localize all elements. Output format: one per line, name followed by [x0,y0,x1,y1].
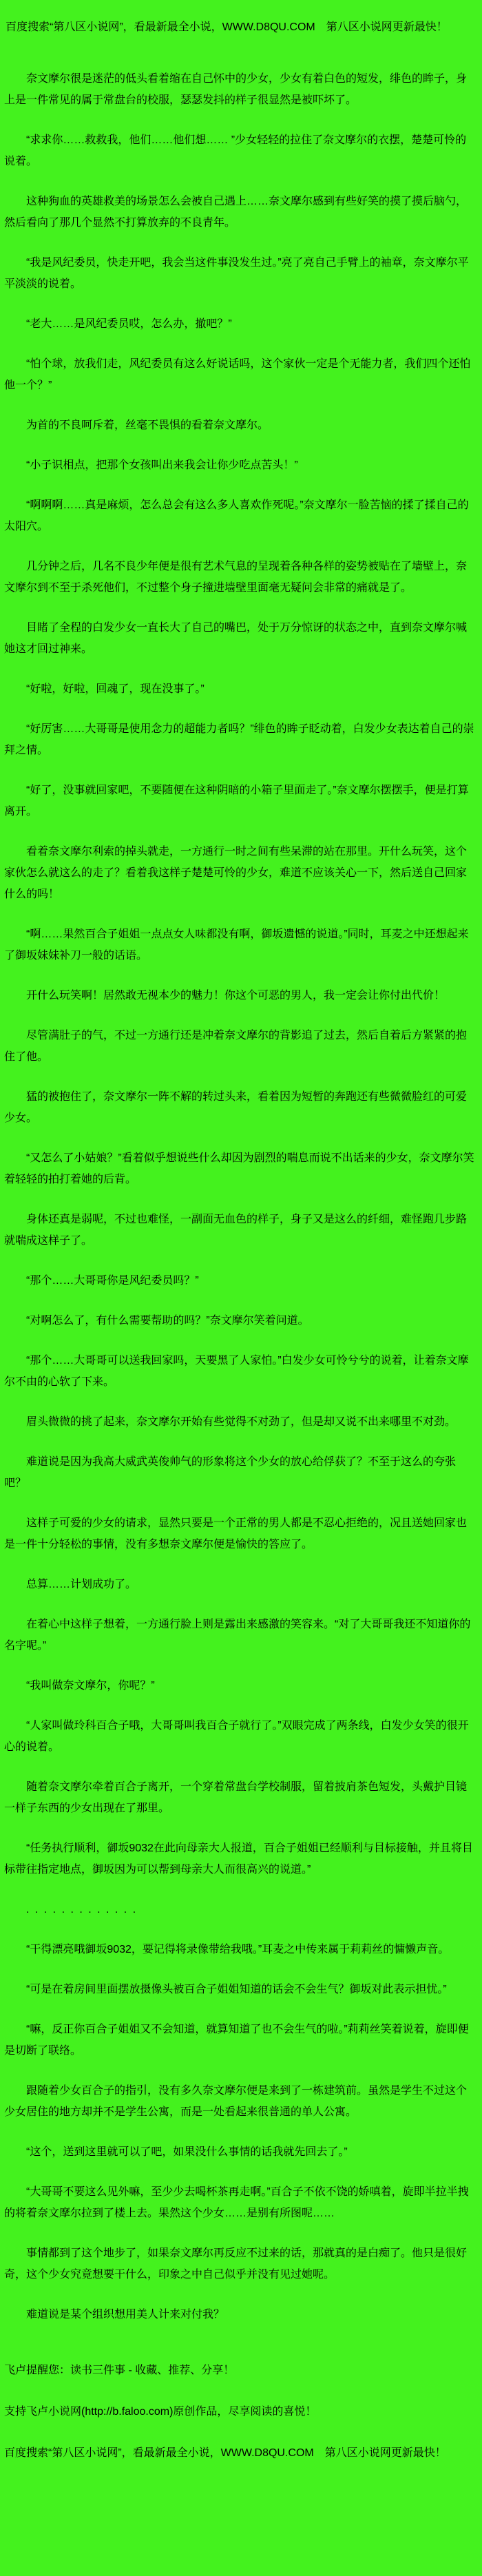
site-promo-footer: 百度搜索“第八区小说网”，看最新最全小说，WWW.D8QU.COM 第八区小说网更新最快！ [4,2447,446,2459]
novel-paragraph: “小子识相点，把那个女孩叫出来我会让你少吃点苦头！” [26,459,298,471]
novel-paragraph: “怕个球，放我们走，风纪委员有这么好说话吗，这个家伙一定是个无能力者，我们四个还怕他一个？” [4,358,471,391]
faloo-reminder-line: 飞卢提醒您：读书三件事 - 收藏、推荐、分享！ [4,2365,235,2376]
novel-paragraph: 为首的不良呵斥着，丝毫不畏惧的看着奈文摩尔。 [26,419,269,431]
novel-paragraph: “啊……果然百合子姐姐一点点女人味都没有啊，御坂遗憾的说道。”同时，耳麦之中还想起来了御坂妹妹补刀一般的话语。 [4,928,469,962]
novel-paragraph: 事情都到了这个地步了，如果奈文摩尔再反应不过来的话，那就真的是白痴了。他只是很好奇，这个少女究竟想要干什么，印象之中自己似乎并没有见过她呢。 [4,2247,468,2281]
novel-paragraph: “这个，送到这里就可以了吧，如果没什么事情的话我就先回去了。” [26,2146,348,2158]
novel-paragraph: “对啊怎么了，有什么需要帮助的吗？”奈文摩尔笑着问道。 [26,1315,309,1327]
novel-paragraph: 猛的被抱住了，奈文摩尔一阵不解的转过头来，看着因为短暂的奔跑还有些微微脸红的可爱少女。 [4,1091,468,1124]
novel-paragraph: 奈文摩尔很是迷茫的低头看着缩在自己怀中的少女，少女有着白色的短发，绯色的眸子，身上是一件常见的属于常盘台的校服，瑟瑟发抖的样子很显然是被吓坏了。 [4,73,468,106]
site-promo-header: 百度搜索“第八区小说网”，看最新最全小说，WWW.D8QU.COM 第八区小说网更新最快！ [6,21,448,33]
novel-paragraph: “干得漂亮哦御坂9032，要记得将录像带给我哦。”耳麦之中传来属于莉莉丝的慵懒声音。 [26,1944,450,1955]
novel-paragraph: 难道说是某个组织想用美人计来对付我？ [26,2309,225,2320]
novel-paragraph: “啊啊啊……真是麻烦，怎么总会有这么多人喜欢作死呢。”奈文摩尔一脸苦恼的揉了揉自己的太阳穴。 [4,499,469,532]
novel-paragraph: 身体还真是弱呢，不过也难怪，一副面无血色的样子，身子又是这么的纤细，难怪跑几步路就喘成这样子了。 [4,1214,468,1247]
novel-paragraph: 几分钟之后，几名不良少年便是很有艺术气息的呈现着各种各样的姿势被贴在了墙壁上，奈文摩尔到不至于杀死他们，不过整个身子撞进墙壁里面毫无疑问会非常的痛就是了。 [4,561,468,594]
novel-body [4,68,475,2325]
novel-paragraph: 目睹了全程的白发少女一直长大了自己的嘴巴，处于万分惊讶的状态之中，直到奈文摩尔喊她这才回过神来。 [4,622,468,655]
novel-paragraph: “我是风纪委员，快走开吧，我会当这件事没发生过。”亮了亮自己手臂上的袖章，奈文摩尔平平淡淡的说着。 [4,257,469,290]
novel-paragraph: “我叫做奈文摩尔，你呢？” [26,1680,155,1692]
novel-paragraph: 总算……计划成功了。 [26,1579,137,1590]
novel-paragraph: 这种狗血的英雄救美的场景怎么会被自己遇上……奈文摩尔感到有些好笑的摸了摸后脑勺，然后看向了那几个显然不打算放弃的不良青年。 [4,196,468,229]
novel-paragraph: 随着奈文摩尔牵着百合子离开，一个穿着常盘台学校制服，留着披肩茶色短发，头戴护目镜一样子东西的少女出现在了那里。 [4,1781,468,1814]
novel-paragraph: 在着心中这样子想着，一方通行脸上则是露出来感激的笑容来。“对了大哥哥我还不知道你的名字呢。” [4,1619,471,1652]
novel-paragraph: 难道说是因为我高大威武英俊帅气的形象将这个少女的放心给俘获了？不至于这么的夸张吧？ [4,1456,457,1489]
novel-paragraph: “好啦，好啦，回魂了，现在没事了。” [26,683,205,695]
novel-paragraph: 看着奈文摩尔利索的掉头就走，一方通行一时之间有些呆滞的站在那里。开什么玩笑，这个家伙怎么就这么的走了？看着我这样子楚楚可怜的少女，难道不应该关心一下，然后送自己回家什么的吗！ [4,846,468,900]
novel-paragraph: 跟随着少女百合子的指引，没有多久奈文摩尔便是来到了一栋建筑前。虽然是学生不过这个少女居住的地方却并不是学生公寓，而是一处看起来很普通的单人公寓。 [4,2085,468,2118]
novel-paragraph: “大哥哥不要这么见外嘛，至少少去喝杯茶再走啊。”百合子不依不饶的娇嗔着，旋即半拉半拽的将着奈文摩尔拉到了楼上去。果然这个少女……是别有所图呢…… [4,2186,469,2219]
novel-paragraph: 眉头微微的挑了起来，奈文摩尔开始有些觉得不对劲了，但是却又说不出来哪里不对劲。 [26,1416,457,1428]
novel-paragraph: “好厉害……大哥哥是使用念力的超能力者吗？”绯色的眸子眨动着，白发少女表达着自己的崇拜之情。 [4,723,474,756]
novel-paragraph: “人家叫做玲科百合子哦，大哥哥叫我百合子就行了。”双眼完成了两条线，白发少女笑的很开心的说着。 [4,1720,469,1753]
novel-paragraph: “又怎么了小姑娘？”看着似乎想说些什么却因为剧烈的喘息而说不出话来的少女，奈文摩尔笑着轻轻的拍打着她的后背。 [4,1152,474,1185]
page-footer [4,2360,475,2464]
novel-paragraph: “好了，没事就回家吧，不要随便在这种阴暗的小箱子里面走了。”奈文摩尔摆摆手，便是打算离开。 [4,785,469,818]
novel-paragraph: 这样子可爱的少女的请求，显然只要是一个正常的男人都是不忍心拒绝的，况且送她回家也是一件十分轻松的事情，没有多想奈文摩尔便是愉快的答应了。 [4,1517,468,1550]
novel-paragraph: 尽管满肚子的气，不过一方通行还是冲着奈文摩尔的背影追了过去，然后自着后方紧紧的抱住了他。 [4,1030,468,1063]
faloo-support-line: 支持飞卢小说网(http://b.faloo.com)原创作品，尽享阅读的喜悦！ [4,2406,317,2418]
novel-paragraph: . . . . . . . . . . . . . [26,1904,138,1915]
novel-paragraph: “那个……大哥哥可以送我回家吗，天要黑了人家怕。”白发少女可怜兮兮的说着，让着奈文摩尔不由的心软了下来。 [4,1355,469,1388]
novel-paragraph: “老大……是风纪委员哎，怎么办，撤吧？” [26,318,232,330]
novel-paragraph: “那个……大哥哥你是风纪委员吗？” [26,1275,199,1287]
novel-paragraph: “任务执行顺利，御坂9032在此向母亲大人报道，百合子姐姐已经顺利与目标接触，并且将目标带往指定地点，御坂因为可以帮到母亲大人而很高兴的说道。” [4,1842,473,1876]
novel-paragraph: “可是在着房间里面摆放摄像头被百合子姐姐知道的话会不会生气？御坂对此表示担忧。” [26,1984,447,1995]
novel-paragraph: 开什么玩笑啊！居然敢无视本少的魅力！你这个可恶的男人，我一定会让你付出代价！ [26,990,446,1001]
novel-paragraph: “求求你……救救我，他们……他们想…… ”少女轻轻的拉住了奈文摩尔的衣摆，楚楚可怜的说着。 [4,134,467,167]
novel-paragraph: “嘛，反正你百合子姐姐又不会知道，就算知道了也不会生气的啦。”莉莉丝笑着说着，旋即便是切断了联络。 [4,2024,469,2057]
